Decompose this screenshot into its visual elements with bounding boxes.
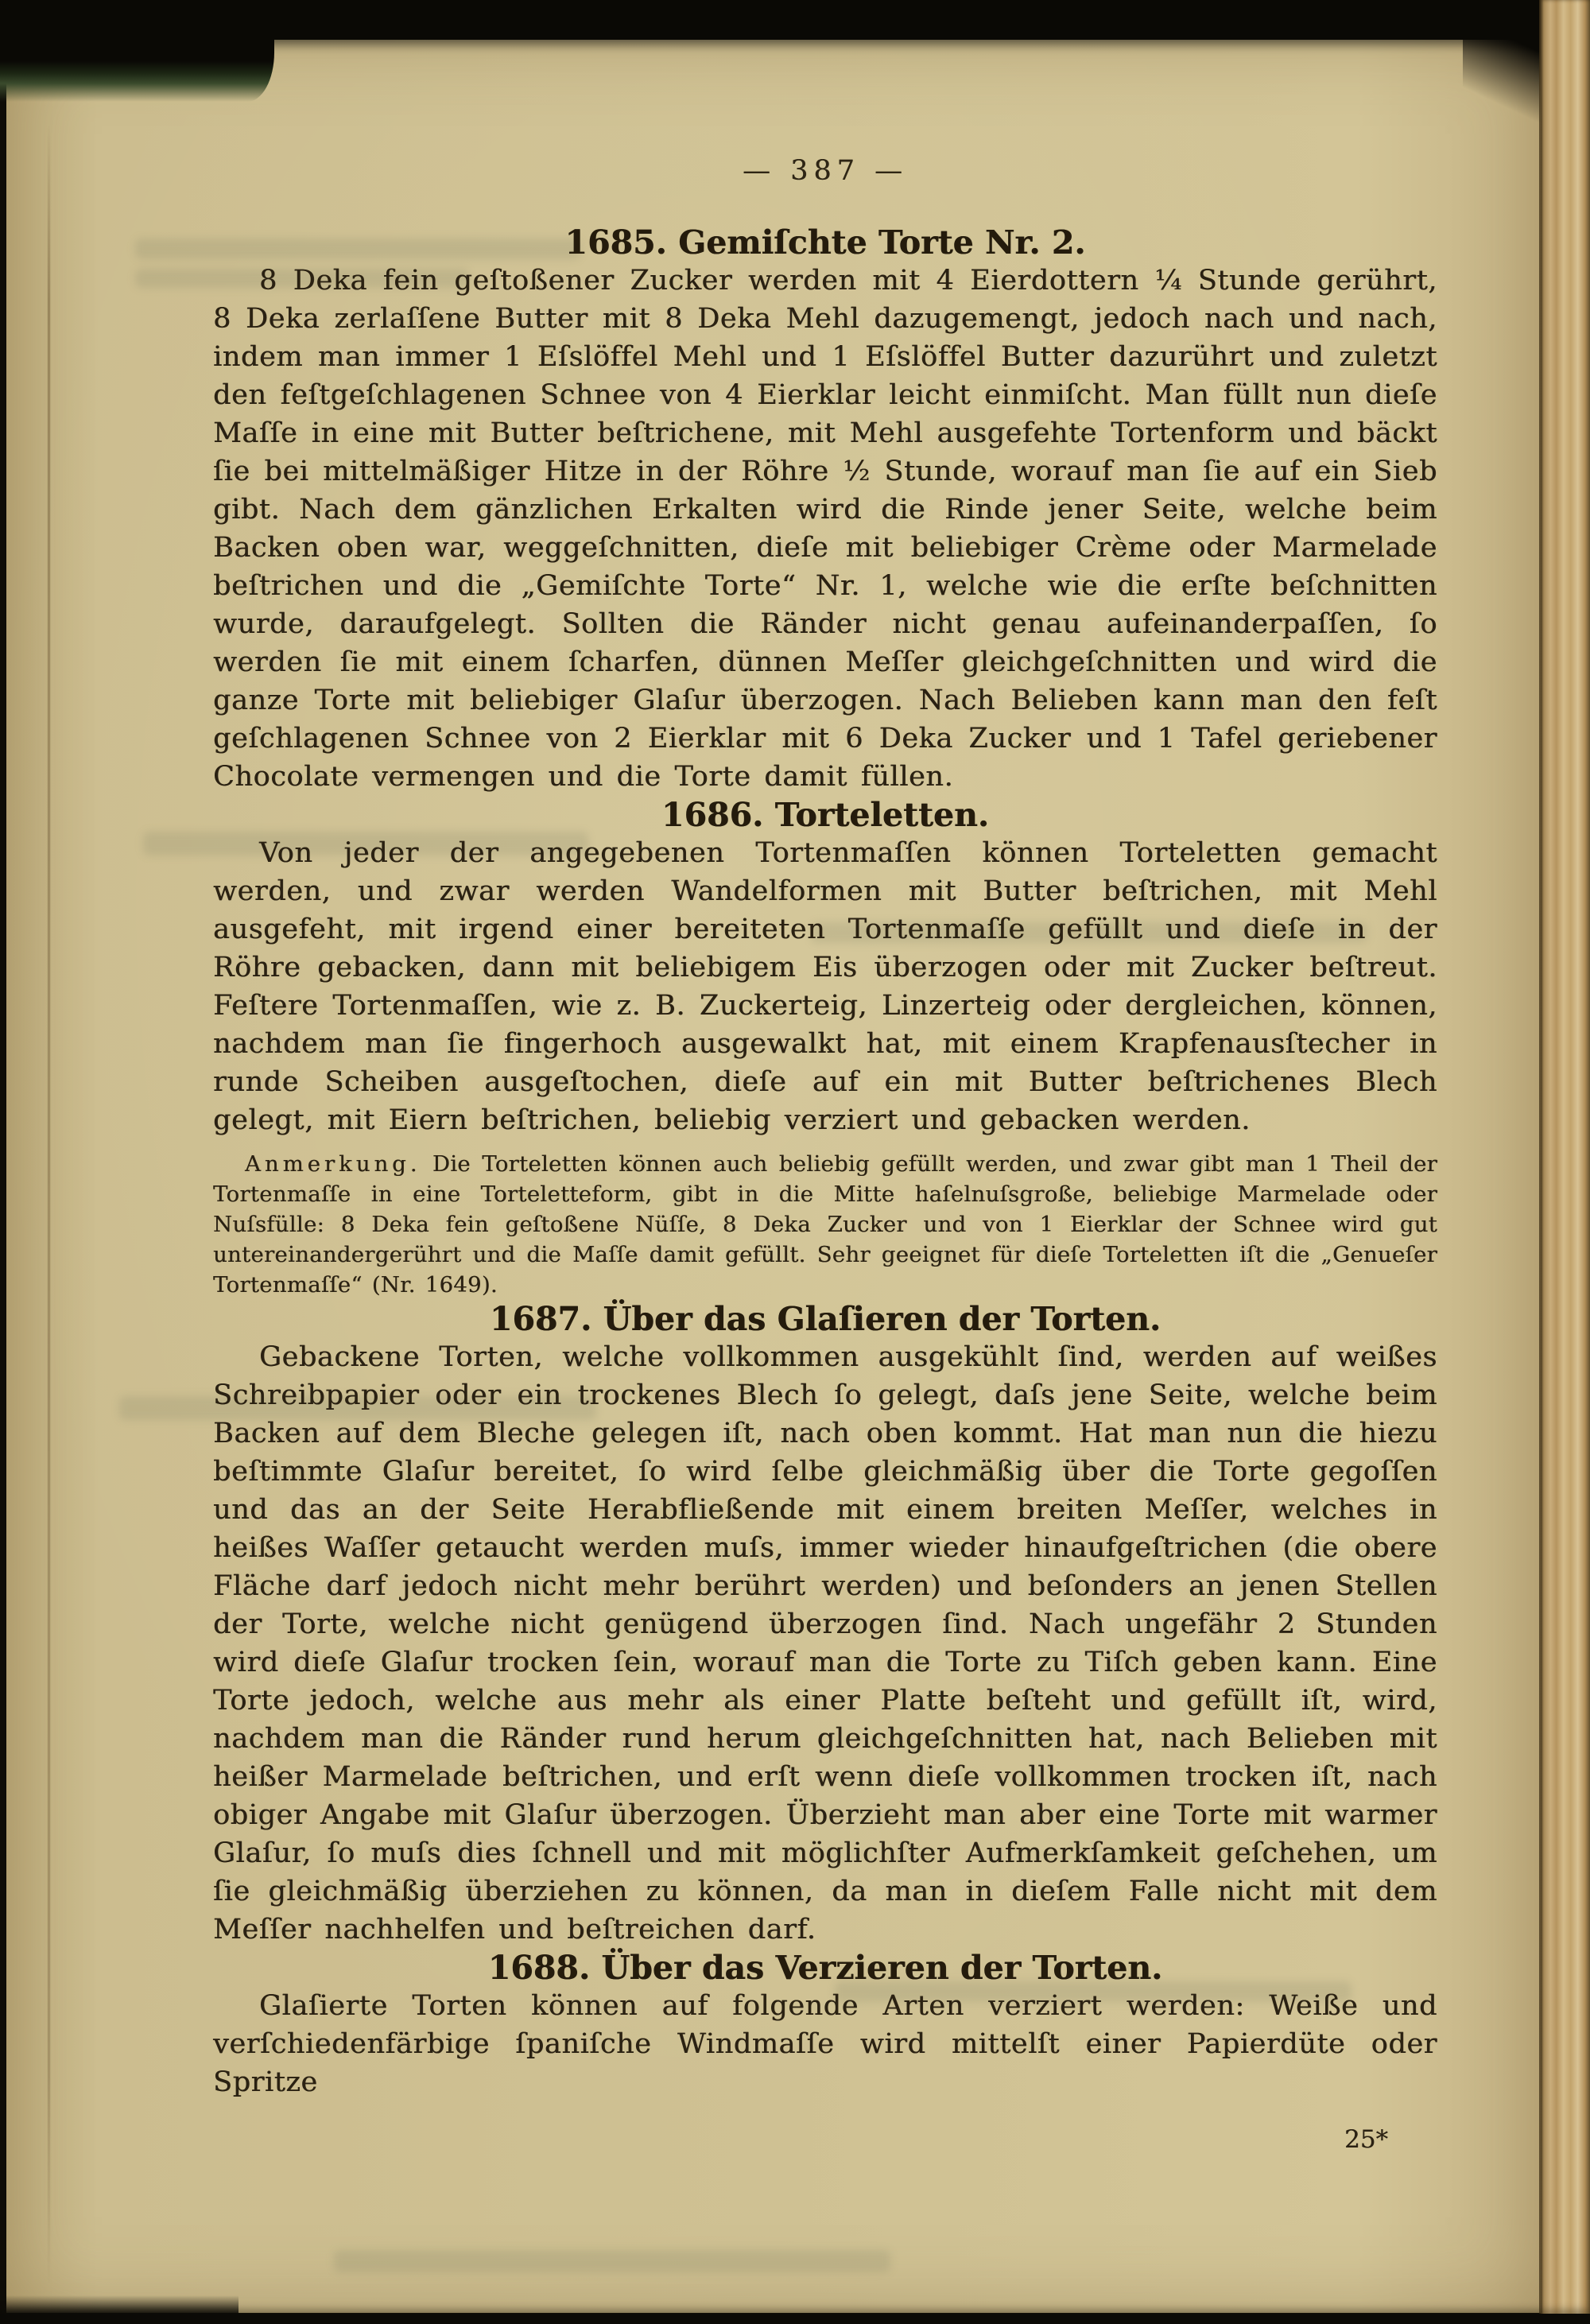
recipe-heading-1685: 1685. Gemiſchte Torte Nr. 2.: [564, 223, 1086, 262]
binding-corner-top-left: [0, 0, 274, 102]
recipe-heading-1687: 1687. Über das Glaſieren der Torten.: [489, 1300, 1161, 1338]
recipe-heading-1686: 1686. Torteletten.: [661, 796, 990, 834]
note-paragraph: [213, 1149, 1437, 1300]
recipe-paragraph-1688: Glaſierte Torten können auf folgende Arten verziert werden: Weiße und verſchiedenfärbige ſpaniſche Windmaſſe wird mittelſt einer Papierdüte oder Spritze: [213, 1990, 1437, 2098]
note-label: Anmerkung.: [245, 1151, 421, 1177]
recipe-paragraph-1686: Von jeder der angegebenen Tortenmaſſen können Torteletten gemacht werden, und zwar werden Wandelformen mit Butter beſtrichen, mit Mehl ausgefeht, mit irgend einer bereiteten Tortenmaſſe gefüllt und dieſe in der Röhre gebacken, dann mit beliebigem Eis überzogen oder mit Zucker beſtreut. Feſtere Tortenmaſſen, wie z. B. Zuckerteig, Linzerteig oder dergleichen, können, nachdem man ſie fingerhoch ausgewalkt hat, mit einem Krapfenausſtecher in runde Scheiben ausgeſtochen, dieſe auf ein mit Butter beſtrichenes Blech gelegt, mit Eiern beſtrichen, beliebig verziert und gebacken werden.: [213, 837, 1437, 1136]
recipe-paragraph-1687: Gebackene Torten, welche vollkommen ausgekühlt ſind, werden auf weißes Schreibpapier oder ein trockenes Blech ſo gelegt, daſs jene Seite, welche beim Backen auf dem Bleche gelegen iſt, nach oben kommt. Hat man nun die hiezu beſtimmte Glaſur bereitet, ſo wird ſelbe gleichmäßig über die Torte gegoſſen und das an der Seite Herabfließende mit einem breiten Meſſer, welches in heißes Waſſer getaucht werden muſs, immer wieder hinaufgeſtrichen (die obere Fläche darf jedoch nicht mehr berührt werden) und beſonders an jenen Stellen der Torte, welche nicht genügend überzogen ſind. Nach ungefähr 2 Stunden wird dieſe Glaſur trocken ſein, worauf man die Torte zu Tiſch geben kann. Eine Torte jedoch, welche aus mehr als einer Platte beſteht und gefüllt iſt, wird, nachdem man die Ränder rund herum gleichgeſchnitten hat, nach Belieben mit heißer Marmelade beſtrichen, und erſt wenn dieſe vollkommen trocken iſt, nach obiger Angabe mit Glaſur überzogen. Überzieht man aber eine Torte mit warmer Glaſur, ſo muſs dies ſchnell und mit möglichſter Aufmerkſamkeit geſchehen, um ſie gleichmäßig überziehen zu können, da man in dieſem Falle nicht mit dem Meſſer nachhelfen und beſtreichen darf.: [213, 1341, 1437, 1946]
note-text: Die Torteletten können auch beliebig gefüllt werden, und zwar gibt man 1 Theil der Tortenmaſſe in eine Torteletteform, gibt in die Mitte haſelnuſsgroße, beliebige Marmelade oder Nuſsfülle: 8 Deka fein geſtoßene Nüſſe, 8 Deka Zucker und von 1 Eierklar der Schnee wird gut untereinandergerührt und die Maſſe damit gefüllt. Sehr geeignet für dieſe Torteletten iſt die „Genueſer Tortenmaſſe“ (Nr. 1649).: [213, 1151, 1437, 1298]
binding-edge-bottom: [0, 2314, 1590, 2324]
page-content: [213, 155, 1437, 2154]
binding-corner-bottom-left: [0, 2295, 238, 2324]
recipe-heading-1688: 1688. Über das Verzieren der Torten.: [487, 1949, 1163, 1987]
page-number: — 387 —: [742, 155, 909, 187]
show-through-smudge: [334, 2250, 890, 2272]
recipe-paragraph-1685: 8 Deka fein geſtoßener Zucker werden mit 4 Eierdottern ¼ Stunde gerührt, 8 Deka zerlaſſene Butter mit 8 Deka Mehl dazugemengt, jedoch nach und nach, indem man immer 1 Eſslöffel Mehl und 1 Eſslöffel Butter dazurührt und zuletzt den feſtgeſchlagenen Schnee von 4 Eierklar leicht einmiſcht. Man füllt nun dieſe Maſſe in eine mit Butter beſtrichene, mit Mehl ausgefehte Tortenform und bäckt ſie bei mittelmäßiger Hitze in der Röhre ½ Stunde, worauf man ſie auf ein Sieb gibt. Nach dem gänzlichen Erkalten wird die Rinde jener Seite, welche beim Backen oben war, weggeſchnitten, dieſe mit beliebiger Crème oder Marmelade beſtrichen und die „Gemiſchte Torte“ Nr. 1, welche wie die erſte beſchnitten wurde, daraufgelegt. Sollten die Ränder nicht genau aufeinanderpaſſen, ſo werden ſie mit einem ſcharfen, dünnen Meſſer gleichgeſchnitten und wird die ganze Torte mit beliebiger Glaſur überzogen. Nach Belieben kann man den feſt geſchlagenen Schnee von 2 Eierklar mit 6 Deka Zucker und 1 Tafel geriebener Chocolate vermengen und die Torte damit füllen.: [213, 265, 1437, 793]
page: [6, 38, 1541, 2313]
printer-signature: 25*: [1344, 2125, 1388, 2154]
page-stack-edge-right: [1539, 0, 1590, 2324]
page-crease-line: [48, 126, 50, 2284]
